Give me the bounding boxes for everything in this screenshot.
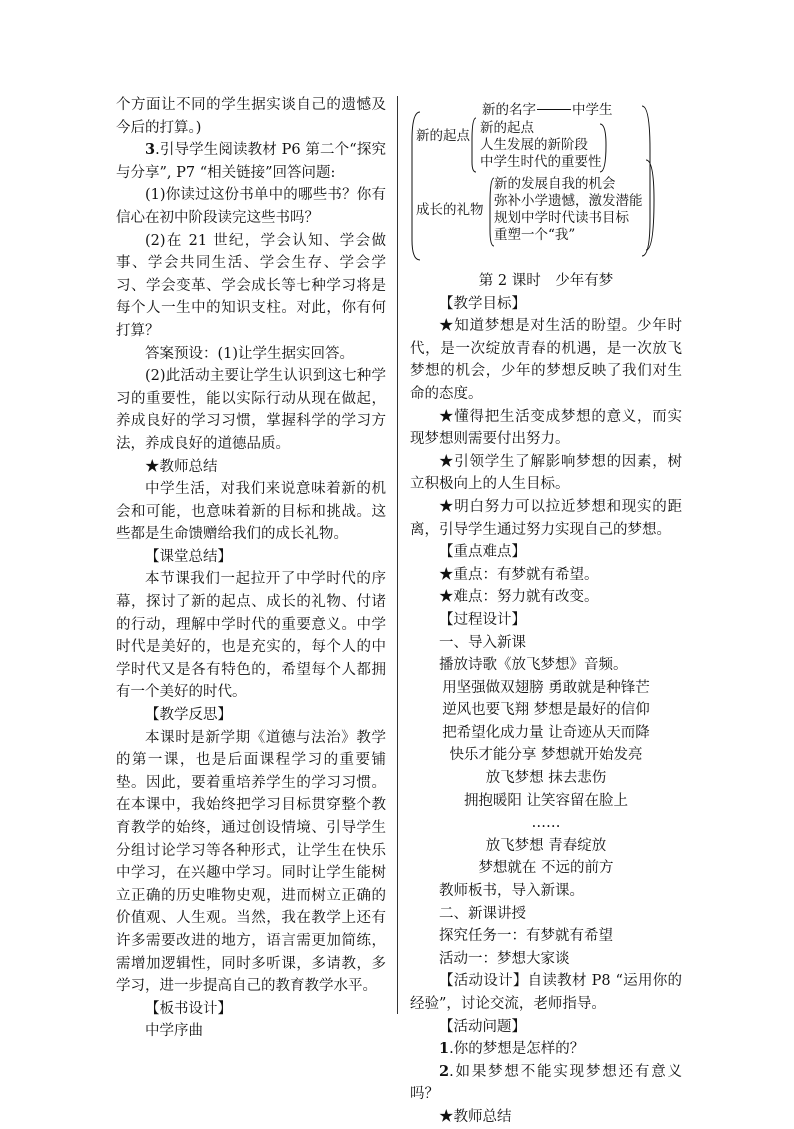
- diagram-item: 重塑一个“我”: [494, 227, 576, 243]
- paragraph: 本节课我们一起拉开了中学时代的序幕，探讨了新的起点、成长的礼物、付诸的行动，理解中学时代的重要意义。中学时代是美好的，也是充实的，每个人的中学时代又是各有特色的，希望每个人都拥有一个美好的时代。: [116, 571, 386, 701]
- key-item: ★重点：有梦就有希望。: [439, 566, 599, 583]
- subsection-heading: 二、新课讲授: [439, 905, 526, 922]
- section-heading: ★教师总结: [439, 1108, 512, 1125]
- question: [410, 1038, 682, 1061]
- section-heading: 【板书设计】: [145, 1000, 232, 1017]
- question: (1)你读过这份书单中的哪些书？你有信心在初中阶段读完这些书吗？: [116, 187, 386, 226]
- left-column: [116, 94, 386, 1043]
- diagram-item: 新的发展自我的机会: [494, 176, 616, 192]
- paragraph: 本课时是新学期《道德与法治》教学的第一课，也是后面课程学习的重要铺垫。因此，要着重培养学生的学习习惯。在本课中，我始终把学习目标贯穿整个教育教学的始终，通过创设情境、引导学生分组讨论学习等各种形式，让学生在快乐中学习，在兴趣中学习。同时让学生能树立正确的历史唯物史观，进而树立正确的价值观、人生观。当然，我在教学上还有许多需要改进的地方，语言需更加简练，需增加逻辑性，同时多听课，多请教，多学习，进一步提高自己的教育教学水平。: [116, 729, 386, 995]
- section-heading: 【活动问题】: [439, 1018, 526, 1035]
- diagram-item: 中学生时代的重要性: [480, 154, 602, 170]
- diagram-group-label: 新的起点: [416, 128, 470, 144]
- poem-line: 放飞梦想 抹去悲伤: [485, 770, 607, 787]
- item-number: 1: [439, 1040, 450, 1058]
- goal-item: ★懂得把生活变成梦想的意义，而实现梦想则需要付出努力。: [410, 408, 682, 448]
- paragraph: 播放诗歌《放飞梦想》音频。: [439, 657, 628, 674]
- paragraph: [410, 970, 682, 1015]
- poem-line: 放飞梦想 青春绽放: [485, 837, 607, 854]
- poem-line: 用坚强做双翅膀 勇敢就是种锋芒: [442, 679, 650, 696]
- answer: 答案预设：(1)让学生据实回答。: [145, 345, 355, 362]
- poem: [410, 677, 682, 880]
- section-heading: 【过程设计】: [439, 611, 526, 628]
- section-heading: 【课堂总结】: [145, 548, 232, 565]
- section-heading: 【教学反思】: [145, 707, 232, 724]
- paragraph: 教师板书，导入新课。: [439, 883, 584, 900]
- diagram-group-label: 成长的礼物: [416, 202, 484, 218]
- diagram-top-line: 新的名字 中学生: [482, 102, 613, 118]
- task-heading: 探究任务一：有梦就有希望: [439, 928, 613, 945]
- section-heading: 【教学目标】: [439, 295, 526, 312]
- poem-line: 逆风也要飞翔 梦想是最好的信仰: [442, 702, 650, 719]
- poem-line: 把希望化成力量 让奇迹从天而降: [442, 724, 650, 741]
- column-divider: [397, 96, 398, 1014]
- question: (2)在 21 世纪，学会认知、学会做事、学会共同生活、学会生存、学会学习、学会变革、学会成长等七种学习将是每个人一生中的知识支柱。对此，你有何打算？: [116, 232, 386, 339]
- diagram-item: 人生发展的新阶段: [480, 137, 588, 153]
- diagram-item: 新的起点: [480, 120, 534, 136]
- poem-line: 梦想就在 不远的前方: [478, 860, 614, 877]
- poem-line: 拥抱暖阳 让笑容留在脸上: [463, 792, 629, 809]
- paragraph: 中学序曲: [145, 1023, 203, 1040]
- lesson-title: 第 2 课时 少年有梦: [478, 273, 614, 289]
- item-text: .你的梦想是怎样的？: [449, 1041, 585, 1058]
- goal-item: ★知道梦想是对生活的盼望。少年时代，是一次绽放青春的机遇，是一次放飞梦想的机会，少年的梦想反映了我们对生命的态度。: [410, 318, 682, 402]
- right-column: [410, 100, 682, 1129]
- section-heading: 【重点难点】: [439, 544, 526, 561]
- answer: (2)此活动主要让学生认识到这七种学习的重要性，能以实际行动从现在做起，养成良好的学习习惯，掌握科学的学习方法，养成良好的道德品质。: [116, 368, 386, 452]
- poem-line: 快乐才能分享 梦想就开始发亮: [449, 747, 643, 764]
- activity-design-text: 自读教材 P8 “运用你的经验”，讨论交流，老师指导。: [410, 973, 682, 1012]
- item-text: .如果梦想不能实现梦想还有意义吗？: [410, 1063, 682, 1103]
- paragraph: 中学生活，对我们来说意味着新的机会和可能，也意味着新的目标和挑战。这些都是生命馈赠给我们的成长礼物。: [116, 481, 386, 543]
- board-diagram: [410, 100, 682, 270]
- paragraph: 个方面让不同的学生据实谈自己的遗憾及今后的打算。): [116, 97, 386, 136]
- activity-heading: 活动一：梦想大家谈: [439, 950, 570, 967]
- item-number: 3: [145, 141, 156, 159]
- question: [410, 1061, 682, 1106]
- activity-design-heading: 【活动设计】: [439, 973, 528, 990]
- diagram-item: 弥补小学遗憾，激发潜能: [494, 193, 643, 209]
- paragraph: [116, 139, 386, 184]
- item-text: .引导学生阅读教材 P6 第二个“探究与分享”, P7 “相关链接”回答问题:: [116, 142, 386, 181]
- goal-item: ★引领学生了解影响梦想的因素，树立积极向上的人生目标。: [410, 453, 682, 493]
- key-item: ★难点：努力就有改变。: [439, 589, 599, 606]
- subsection-heading: 一、导入新课: [439, 634, 526, 651]
- poem-line: ……: [531, 815, 561, 832]
- goal-item: ★明白努力可以拉近梦想和现实的距离，引导学生通过努力实现自己的梦想。: [410, 498, 682, 538]
- section-heading: ★教师总结: [145, 458, 218, 475]
- item-number: 2: [439, 1062, 450, 1080]
- diagram-item: 规划中学时代读书目标: [494, 210, 629, 226]
